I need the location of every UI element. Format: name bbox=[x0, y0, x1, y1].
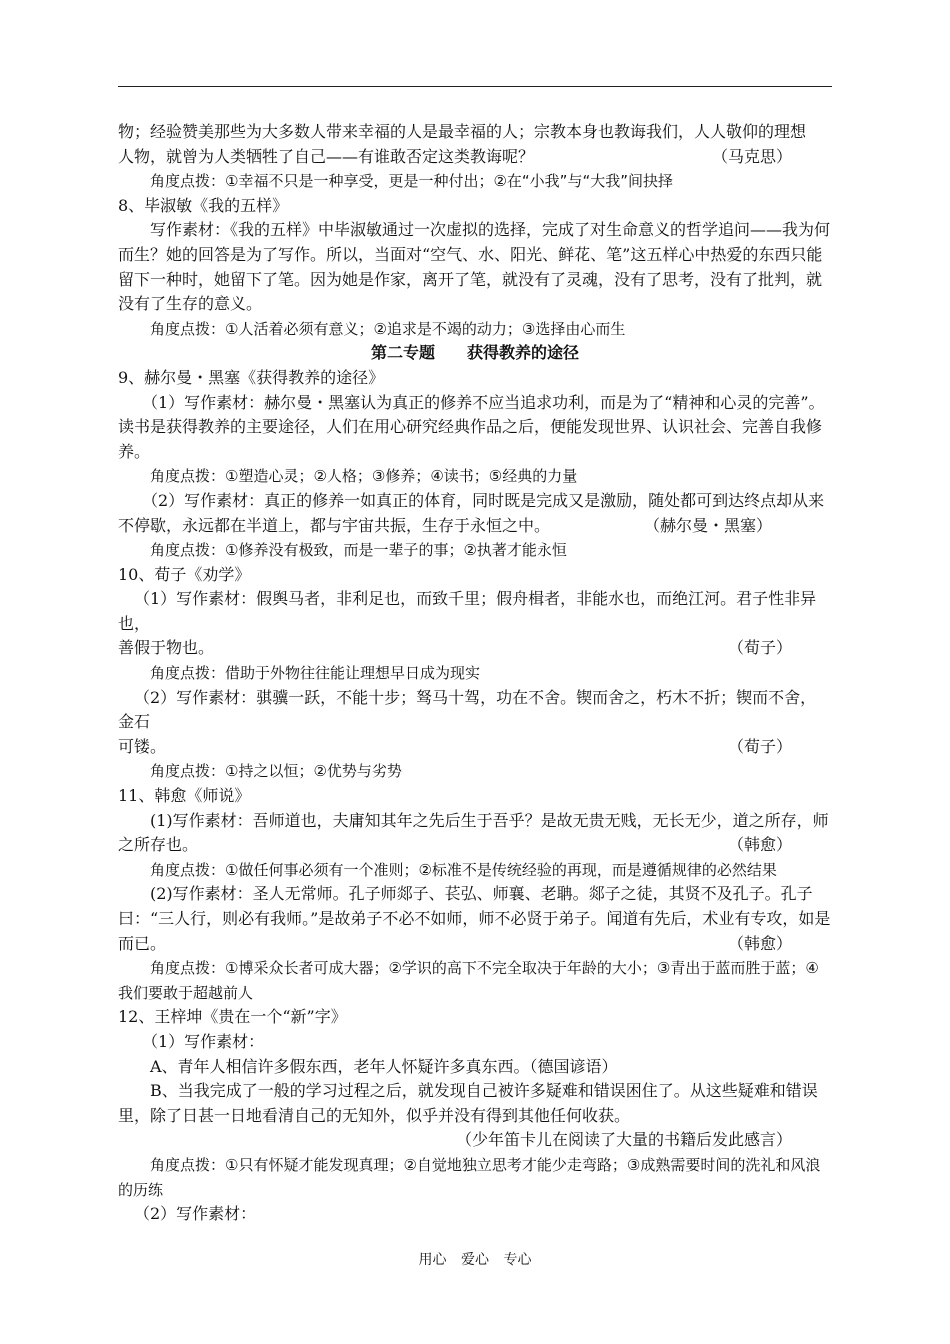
text-line: （1）写作素材：假舆马者，非利足也，而致千里；假舟楫者，非能水也，而绝江河。君子性非异也， bbox=[118, 589, 817, 633]
page-footer: 用心 爱心 专心 bbox=[418, 1252, 532, 1268]
angle-hint: 角度点拨：①人活着必须有意义；②追求是不竭的动力；③选择由心而生 bbox=[150, 319, 626, 338]
header-rule bbox=[118, 86, 832, 87]
page-body bbox=[118, 120, 832, 1227]
citation: （韩愈） bbox=[727, 933, 792, 953]
text-line bbox=[118, 735, 832, 760]
quote-line: A、青年人相信许多假东西，老年人怀疑许多真东西。（德国谚语） bbox=[150, 1056, 618, 1076]
citation: （荀子） bbox=[727, 638, 792, 658]
text-line bbox=[118, 145, 832, 170]
section-heading bbox=[118, 341, 832, 366]
material-paragraph: （1）写作素材：赫尔曼・黑塞认为真正的修养不应当追求功利，而是为了“精神和心灵的完善”。读书是获得教养的主要途径，人们在用心研究经典作品之后，便能发现世界、认识社会、完善自我修养。 bbox=[118, 392, 825, 461]
text-line: （1）写作素材： bbox=[142, 1031, 265, 1051]
material-paragraph bbox=[118, 882, 832, 956]
text-line: （2）写作素材： bbox=[134, 1204, 257, 1224]
item-heading-8: 8、毕淑敏《我的五样》 bbox=[118, 195, 289, 215]
text-line bbox=[118, 636, 832, 661]
citation: （荀子） bbox=[727, 736, 792, 756]
text-span: 人物，就曾为人类牺牲了自己——有谁敢否定这类教诲呢？ bbox=[118, 146, 535, 166]
angle-hint: 角度点拨：借助于外物往往能让理想早日成为现实 bbox=[150, 664, 481, 683]
item-heading-10: 10、荀子《劝学》 bbox=[118, 564, 251, 584]
section-number: 第二专题 bbox=[370, 343, 435, 363]
text-line: （2）写作素材：骐骥一跃，不能十步；驽马十驾，功在不舍。锲而舍之，朽木不折；锲而不舍，金石 bbox=[118, 687, 817, 732]
angle-hint: 角度点拨：①塑造心灵；②人格；③修养；④读书；⑤经典的力量 bbox=[150, 467, 578, 486]
text-span: (2)写作素材：圣人无常师。孔子师郯子、苌弘、师襄、老聃。郯子之徒，其贤不及孔子。孔子曰：“三人行，则必有我师。”是故弟子不必不如师，师不必贤于弟子。闻道有先后，术业有专攻，如是而已。 bbox=[118, 884, 831, 953]
angle-hint: 角度点拨：①只有怀疑才能发现真理；②自觉地独立思考才能少走弯路；③成熟需要时间的洗礼和风浪的历练 bbox=[118, 1155, 821, 1199]
text-line: (1)写作素材：吾师道也，夫庸知其年之先后生于吾乎？是故无贵无贱，无长无少，道之所存，师 bbox=[150, 810, 829, 830]
section-title: 获得教养的途径 bbox=[467, 343, 580, 363]
material-paragraph: B、当我完成了一般的学习过程之后，就发现自己被许多疑难和错误困住了。从这些疑难和错误里，除了日甚一日地看清自己的无知外，似乎并没有得到其他任何收获。 bbox=[118, 1081, 818, 1125]
citation: （少年笛卡儿在阅读了大量的书籍后发此感言） bbox=[455, 1130, 792, 1150]
item-heading-12: 12、王梓坤《贵在一个“新”字》 bbox=[118, 1007, 347, 1027]
text-span: 不停歇，永远都在半道上，都与宇宙共振，生存于永恒之中。 bbox=[118, 515, 551, 535]
text-line bbox=[118, 514, 832, 539]
angle-hint: 角度点拨：①修养没有极致，而是一辈子的事；②执著才能永恒 bbox=[150, 541, 567, 560]
material-paragraph: 写作素材：《我的五样》中毕淑敏通过一次虚拟的选择，完成了对生命意义的哲学追问——我为何而生？她的回答是为了写作。所以，当面对“空气、水、阳光、鲜花、笔”这五样心中热爱的东西只能留下一种时，她留下了笔。因为她是作家，离开了笔，就没有了灵魂，没有了思考，没有了批判，就没有了生存的意义。 bbox=[118, 220, 831, 314]
text-span: 可镂。 bbox=[118, 736, 167, 756]
angle-hint: 角度点拨：①幸福不只是一种享受，更是一种付出；②在“小我”与“大我”间抉择 bbox=[150, 172, 673, 191]
angle-hint: 角度点拨：①博采众长者可成大器；②学识的高下不完全取决于年龄的大小；③青出于蓝而胜于蓝；④我们要敢于超越前人 bbox=[118, 959, 819, 1002]
angle-hint: 角度点拨：①做任何事必须有一个准则；②标准不是传统经验的再现，而是遵循规律的必然结果 bbox=[150, 860, 777, 879]
citation: （马克思） bbox=[711, 146, 792, 166]
text-span: 之所存也。 bbox=[118, 835, 199, 855]
citation: （赫尔曼・黑塞） bbox=[643, 515, 772, 535]
text-line bbox=[118, 1128, 832, 1153]
text-line: （2）写作素材：真正的修养一如真正的体育，同时既是完成又是激励，随处都可到达终点却从来 bbox=[142, 490, 825, 510]
text-line bbox=[118, 833, 832, 858]
text-span: 善假于物也。 bbox=[118, 638, 215, 658]
citation: （韩愈） bbox=[727, 835, 792, 855]
item-heading-9: 9、赫尔曼・黑塞《获得教养的途径》 bbox=[118, 367, 385, 387]
angle-hint: 角度点拨：①持之以恒；②优势与劣势 bbox=[150, 762, 402, 781]
text-line: 物；经验赞美那些为大多数人带来幸福的人是最幸福的人；宗教本身也教诲我们，人人敬仰的理想 bbox=[118, 122, 807, 141]
item-heading-11: 11、韩愈《师说》 bbox=[118, 786, 251, 806]
